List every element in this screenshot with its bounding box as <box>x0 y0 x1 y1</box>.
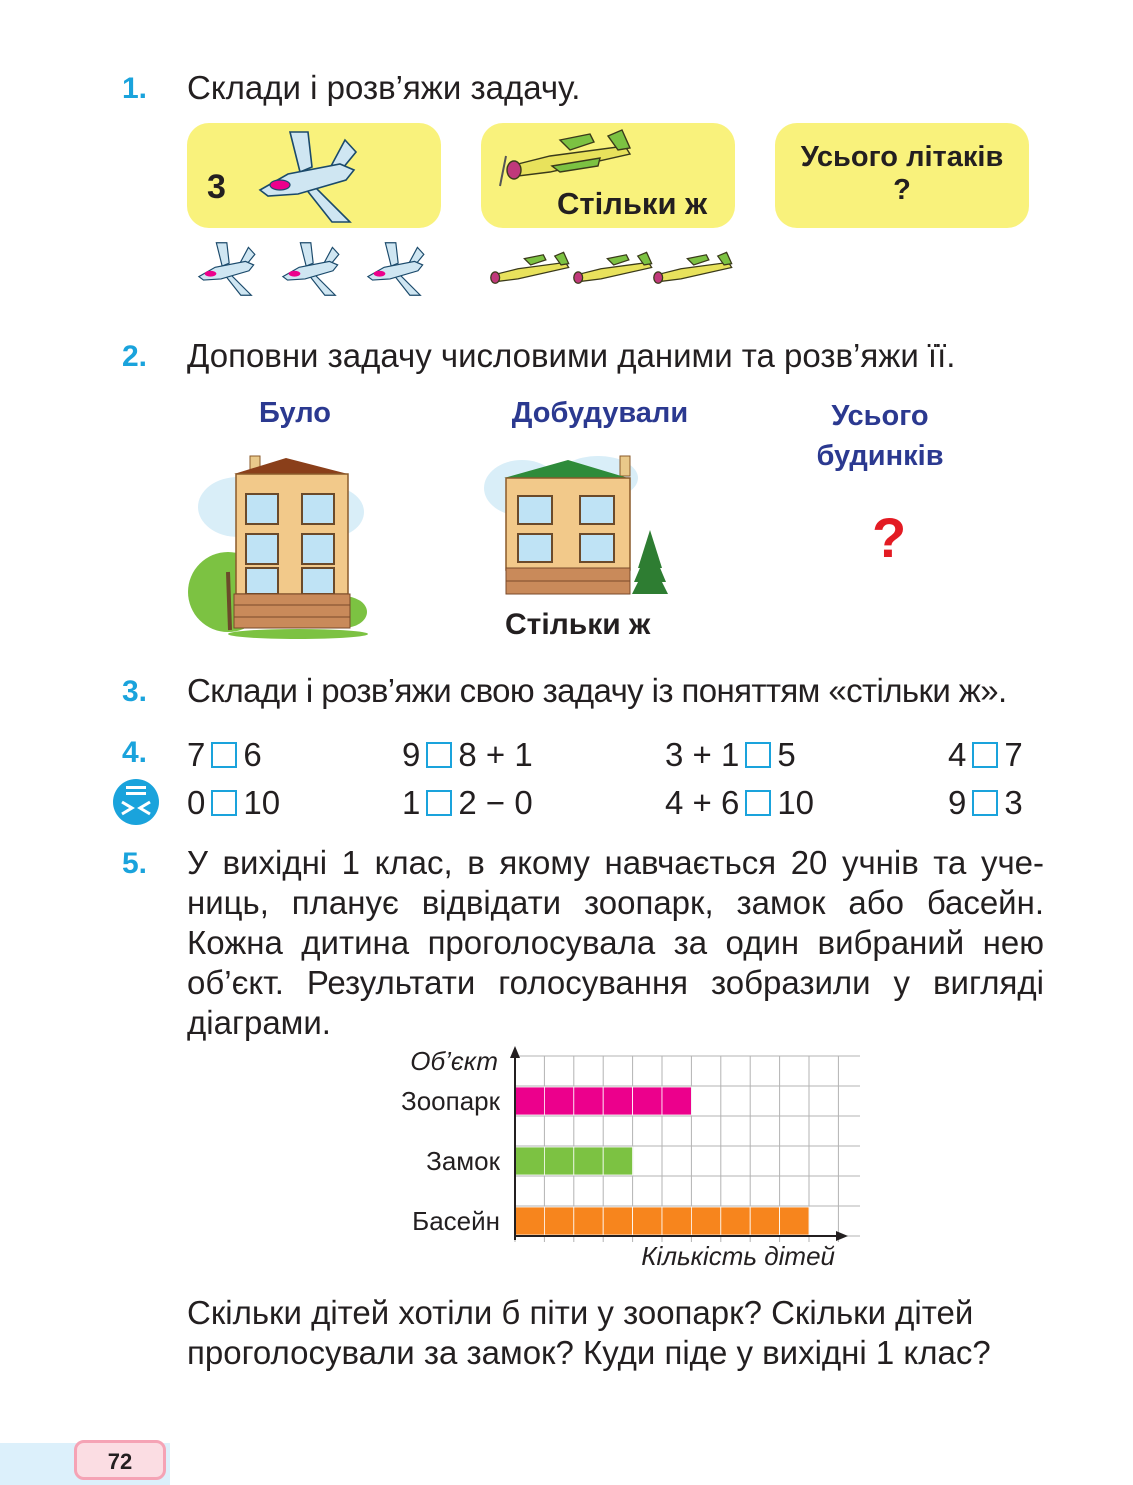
comparison-left: 1 <box>402 784 421 821</box>
comparison-1-2 <box>402 735 533 775</box>
bar-segment <box>603 1147 632 1175</box>
bar-segment <box>574 1147 603 1175</box>
task1-text: Склади і розв’яжи задачу. <box>187 69 581 106</box>
card-total-planes <box>775 123 1029 228</box>
jet-icon-3 <box>362 236 432 302</box>
chart-ylabel: Об’єкт <box>410 1046 498 1076</box>
propeller-plane-icon-3 <box>643 250 738 290</box>
bar-segment <box>515 1207 544 1235</box>
answer-box[interactable] <box>211 790 237 816</box>
answer-box[interactable] <box>426 742 452 768</box>
bar-segment <box>662 1207 691 1235</box>
task5-question-2: проголосували за замок? Куди піде у вихідні 1 клас? <box>187 1334 991 1371</box>
comparison-right: 10 <box>777 784 815 821</box>
task2-text: Доповни задачу числовими даними та розв’яжи її. <box>187 337 956 374</box>
comparison-right: 3 <box>1004 784 1023 821</box>
answer-box[interactable] <box>972 742 998 768</box>
comparison-right: 7 <box>1004 736 1023 773</box>
y-axis-arrow <box>510 1046 520 1058</box>
comparison-1-4 <box>948 735 1023 775</box>
task3-text: Склади і розв’яжи свою задачу із поняттям «стільки ж». <box>187 672 1007 709</box>
comparison-right: 5 <box>777 736 796 773</box>
task5-line-4: об’єкт. Результати голосування зобразили у вигляді <box>187 964 1044 1001</box>
bar-segment <box>721 1207 750 1235</box>
comparison-left: 4 + 6 <box>665 784 740 821</box>
bar-segment <box>633 1207 662 1235</box>
category-label: Басейн <box>412 1206 500 1236</box>
label-was: Було <box>259 397 331 429</box>
jet-icon-2 <box>277 236 347 302</box>
comparison-2-4 <box>948 783 1023 823</box>
propeller-plane-icon-1 <box>480 250 575 290</box>
page-number: 72 <box>107 1449 133 1474</box>
x-axis-arrow <box>836 1231 848 1241</box>
page-number-tab <box>74 1440 166 1480</box>
jet-icon-1 <box>193 236 263 302</box>
comparison-left: 3 + 1 <box>665 736 740 773</box>
propeller-plane-icon-large <box>490 128 640 188</box>
compare-sign-icon <box>112 778 160 826</box>
bar-segment <box>544 1207 573 1235</box>
bar-segment <box>574 1087 603 1115</box>
task5-number: 5. <box>122 847 148 880</box>
comparison-left: 7 <box>187 736 206 773</box>
comparison-2-2 <box>402 783 533 823</box>
bar-segment <box>515 1147 544 1175</box>
bar-1 <box>515 1087 691 1115</box>
comparison-left: 0 <box>187 784 206 821</box>
jet-icon-large <box>250 122 370 232</box>
category-label: Зоопарк <box>401 1086 500 1116</box>
house-icon-two-floors <box>478 448 678 598</box>
bar-segment <box>662 1087 691 1115</box>
answer-box[interactable] <box>745 742 771 768</box>
comparison-2-3 <box>665 783 814 823</box>
comparison-left: 9 <box>948 784 967 821</box>
category-label: Замок <box>426 1146 500 1176</box>
bar-2 <box>515 1147 633 1175</box>
bar-chart <box>370 1040 860 1275</box>
comparison-right: 2 − 0 <box>458 784 533 821</box>
comparison-1-3 <box>665 735 796 775</box>
chart-xlabel: Кількість дітей <box>641 1241 835 1271</box>
task5-line-3: Кожна дитина проголосувала за один вибраний нею <box>187 924 1044 961</box>
task1-number: 1. <box>122 72 148 105</box>
bar-segment <box>603 1087 632 1115</box>
task5-line-5: діаграми. <box>187 1004 331 1041</box>
label-total-line1: Усього <box>831 400 929 432</box>
comparison-left: 4 <box>948 736 967 773</box>
task4-number: 4. <box>122 736 148 769</box>
card3-line1: Усього літаків <box>800 141 1004 173</box>
comparison-1-1 <box>187 735 262 775</box>
label-same-amount: Стільки ж <box>505 608 651 641</box>
answer-box[interactable] <box>211 742 237 768</box>
card2-label: Стільки ж <box>557 186 708 221</box>
answer-box[interactable] <box>426 790 452 816</box>
task5-line-1: У вихідні 1 клас, в якому навчається 20 учнів та уче- <box>187 844 1044 881</box>
answer-box[interactable] <box>972 790 998 816</box>
comparison-right: 10 <box>243 784 281 821</box>
bar-segment <box>780 1207 809 1235</box>
house-icon-three-floors <box>188 452 368 642</box>
answer-box[interactable] <box>745 790 771 816</box>
bar-segment <box>691 1207 720 1235</box>
bar-segment <box>544 1087 573 1115</box>
task3-number: 3. <box>122 675 148 708</box>
bar-segment <box>750 1207 779 1235</box>
bar-segment <box>515 1087 544 1115</box>
comparison-2-1 <box>187 783 280 823</box>
bar-segment <box>574 1207 603 1235</box>
card3-line2: ? <box>893 174 911 206</box>
bar-segment <box>633 1087 662 1115</box>
task2-number: 2. <box>122 340 148 373</box>
question-mark: ? <box>872 506 907 569</box>
card1-value: 3 <box>207 168 226 206</box>
label-total-line2: будинків <box>816 440 944 472</box>
comparison-right: 6 <box>243 736 262 773</box>
label-built: Добудували <box>511 397 689 429</box>
bar-segment <box>544 1147 573 1175</box>
comparison-right: 8 + 1 <box>458 736 533 773</box>
bar-segment <box>603 1207 632 1235</box>
task5-question-1: Скільки дітей хотіли б піти у зоопарк? Скільки дітей <box>187 1294 974 1331</box>
bar-3 <box>515 1207 809 1235</box>
task5-line-2: ниць, планує відвідати зоопарк, замок або басейн. <box>187 884 1044 921</box>
comparison-left: 9 <box>402 736 421 773</box>
